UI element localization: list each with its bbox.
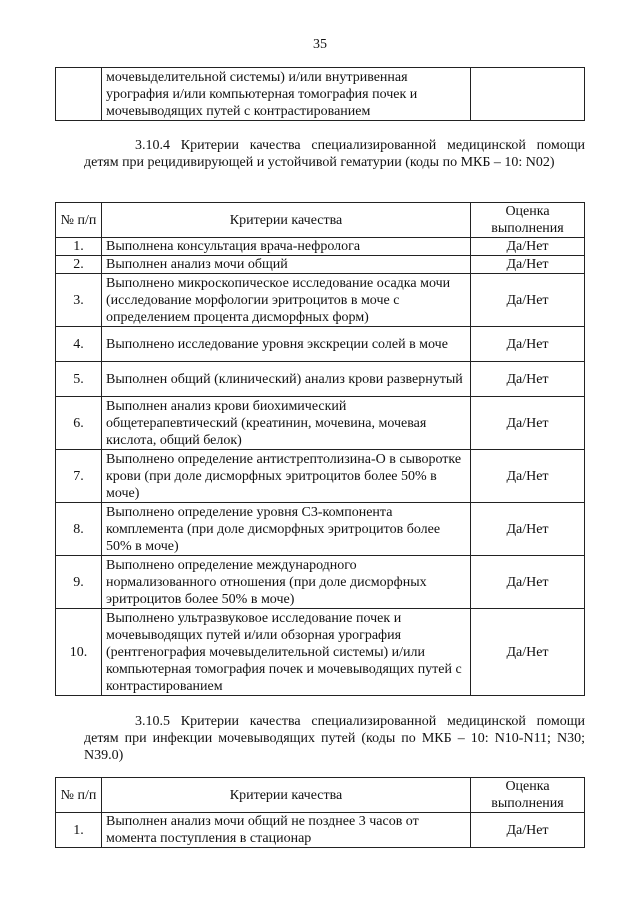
row-number: 3. <box>56 274 102 327</box>
table-row <box>56 274 585 327</box>
evaluation-cell: Да/Нет <box>471 503 585 556</box>
table-row <box>56 327 585 362</box>
table-row <box>56 256 585 274</box>
evaluation-cell: Да/Нет <box>471 256 585 274</box>
row-number <box>56 68 102 121</box>
evaluation-cell: Да/Нет <box>471 609 585 696</box>
table-row <box>56 68 585 121</box>
criterion-cell: Выполнен анализ мочи общий <box>102 256 471 274</box>
criterion-cell: мочевыделительной системы) и/или внутривенная урография и/или компьютерная томография почек и мочевыводящих путей с контрастированием <box>102 68 471 121</box>
section-heading-3-10-5: 3.10.5 Критерии качества специализированной медицинской помощи детям при инфекции мочевыводящих путей (коды по МКБ – 10: N10-N11; N30; N39.0) <box>84 714 585 763</box>
table-header-row <box>56 778 585 813</box>
criterion-cell: Выполнена консультация врача-нефролога <box>102 238 471 256</box>
criterion-cell: Выполнен анализ мочи общий не позднее 3 часов от момента поступления в стационар <box>102 813 471 848</box>
page-number: 35 <box>313 37 327 52</box>
table-row <box>56 362 585 397</box>
criterion-cell: Выполнено микроскопическое исследование осадка мочи (исследование морфологии эритроцитов в моче с определением процента дисморфных форм) <box>102 274 471 327</box>
criterion-cell: Выполнено определение международного нормализованного отношения (при доле дисморфных эритроцитов более 50% в моче) <box>102 556 471 609</box>
quality-criteria-table-hematuria <box>55 202 585 696</box>
evaluation-cell: Да/Нет <box>471 813 585 848</box>
row-number: 5. <box>56 362 102 397</box>
evaluation-cell: Да/Нет <box>471 274 585 327</box>
criterion-cell: Выполнен общий (клинический) анализ крови развернутый <box>102 362 471 397</box>
section-heading-3-10-4: 3.10.4 Критерии качества специализированной медицинской помощи детям при рецидивирующей и устойчивой гематурии (коды по МКБ – 10: N02) <box>84 138 585 170</box>
table-row <box>56 813 585 848</box>
table-row <box>56 556 585 609</box>
row-number: 9. <box>56 556 102 609</box>
row-number: 1. <box>56 813 102 848</box>
table-row <box>56 238 585 256</box>
header-criterion: Критерии качества <box>102 203 471 238</box>
quality-criteria-table-uti <box>55 777 585 848</box>
row-number: 2. <box>56 256 102 274</box>
header-criterion: Критерии качества <box>102 778 471 813</box>
header-number: № п/п <box>56 203 102 238</box>
criterion-cell: Выполнен анализ крови биохимический общетерапевтический (креатинин, мочевина, мочевая кислота, общий белок) <box>102 397 471 450</box>
table-row <box>56 503 585 556</box>
top-table <box>55 67 585 121</box>
header-evaluation: Оценка выполнения <box>471 778 585 813</box>
evaluation-cell: Да/Нет <box>471 397 585 450</box>
evaluation-cell: Да/Нет <box>471 327 585 362</box>
criterion-cell: Выполнено ультразвуковое исследование почек и мочевыводящих путей и/или обзорная урография (рентгенография мочевыделительной системы) и/или компьютерная томография почек и мочевыводящих путей с контрастированием <box>102 609 471 696</box>
table-header-row <box>56 203 585 238</box>
evaluation-cell <box>471 68 585 121</box>
table-row <box>56 450 585 503</box>
criterion-cell: Выполнено исследование уровня экскреции солей в моче <box>102 327 471 362</box>
row-number: 1. <box>56 238 102 256</box>
evaluation-cell: Да/Нет <box>471 362 585 397</box>
criterion-cell: Выполнено определение антистрептолизина-О в сыворотке крови (при доле дисморфных эритроцитов более 50% в моче) <box>102 450 471 503</box>
row-number: 6. <box>56 397 102 450</box>
evaluation-cell: Да/Нет <box>471 556 585 609</box>
row-number: 8. <box>56 503 102 556</box>
row-number: 7. <box>56 450 102 503</box>
table-row <box>56 609 585 696</box>
header-number: № п/п <box>56 778 102 813</box>
criterion-cell: Выполнено определение уровня С3-компонента комплемента (при доле дисморфных эритроцитов более 50% в моче) <box>102 503 471 556</box>
table-row <box>56 397 585 450</box>
header-evaluation: Оценка выполнения <box>471 203 585 238</box>
evaluation-cell: Да/Нет <box>471 450 585 503</box>
row-number: 10. <box>56 609 102 696</box>
evaluation-cell: Да/Нет <box>471 238 585 256</box>
row-number: 4. <box>56 327 102 362</box>
